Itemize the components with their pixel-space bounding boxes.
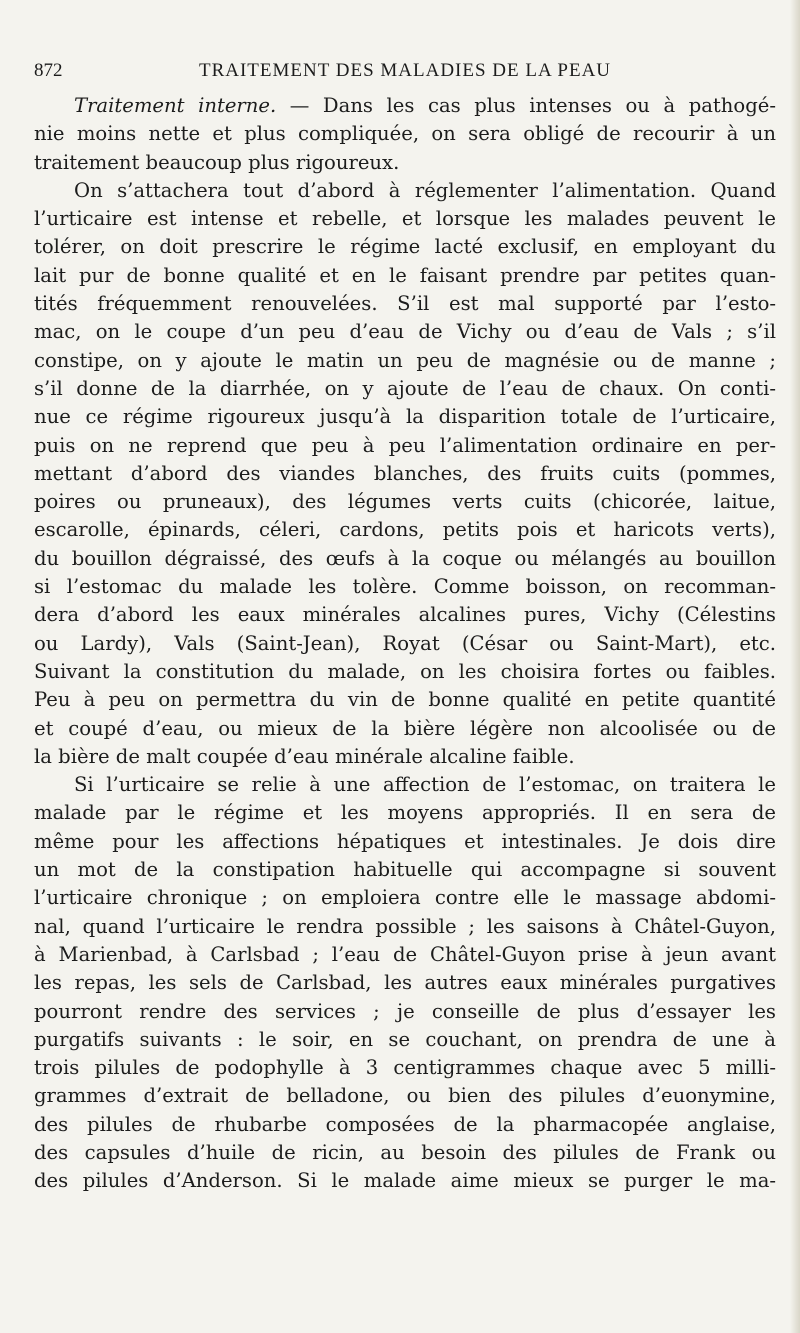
paragraph-line: nue ce régime rigoureux jusqu’à la disparition totale de l’urticaire, bbox=[34, 405, 776, 429]
paragraph-line: nie moins nette et plus compliquée, on sera obligé de recourir à un bbox=[34, 122, 776, 146]
paragraph-line: si l’estomac du malade les tolère. Comme boisson, on recomman- bbox=[34, 575, 776, 599]
paragraph-line: lait pur de bonne qualité et en le faisant prendre par petites quan- bbox=[34, 263, 776, 287]
paragraph-line: pourront rendre des services ; je conseille de plus d’essayer les bbox=[34, 999, 776, 1023]
paragraph-line: même pour les affections hépatiques et intestinales. Je dois dire bbox=[34, 829, 776, 853]
paragraph-line: grammes d’extrait de belladone, ou bien des pilules d’euonymine, bbox=[34, 1084, 776, 1108]
paragraph-line: Traitement interne. — Dans les cas plus intenses ou à pathogé- bbox=[74, 94, 776, 117]
paragraph-line: dera d’abord les eaux minérales alcalines pures, Vichy (Célestins bbox=[34, 603, 776, 627]
paragraph-line: un mot de la constipation habituelle qui accompagne si souvent bbox=[34, 858, 776, 882]
section-heading: Traitement interne. bbox=[74, 94, 277, 117]
page-number: 872 bbox=[34, 60, 63, 81]
paragraph-line: traitement beaucoup plus rigoureux. bbox=[34, 150, 400, 174]
paragraph-line: puis on ne reprend que peu à peu l’alimentation ordinaire en per- bbox=[34, 433, 776, 457]
paragraph-line: du bouillon dégraissé, des œufs à la coque ou mélangés au bouillon bbox=[34, 546, 776, 570]
paragraph-line: l’urticaire est intense et rebelle, et lorsque les malades peuvent le bbox=[34, 207, 776, 231]
paragraph-line: s’il donne de la diarrhée, on y ajoute de l’eau de chaux. On conti- bbox=[34, 376, 776, 400]
paragraph-line: poires ou pruneaux), des légumes verts cuits (chicorée, laitue, bbox=[34, 490, 776, 514]
paragraph-line: Suivant la constitution du malade, on les choisira fortes ou faibles. bbox=[34, 659, 776, 683]
paragraph-line: mettant d’abord des viandes blanches, des fruits cuits (pommes, bbox=[34, 461, 776, 485]
page-header bbox=[34, 60, 776, 90]
paragraph-line: mac, on le coupe d’un peu d’eau de Vichy ou d’eau de Vals ; s’il bbox=[34, 320, 776, 344]
paragraph-line: ou Lardy), Vals (Saint-Jean), Royat (César ou Saint-Mart), etc. bbox=[34, 631, 776, 655]
paragraph-line: trois pilules de podophylle à 3 centigrammes chaque avec 5 milli- bbox=[34, 1056, 776, 1080]
paragraph-line: constipe, on y ajoute le matin un peu de magnésie ou de manne ; bbox=[34, 348, 776, 372]
paragraph-line: On s’attachera tout d’abord à réglementer l’alimentation. Quand bbox=[74, 178, 776, 202]
paragraph-line: tités fréquemment renouvelées. S’il est mal supporté par l’esto- bbox=[34, 292, 776, 316]
running-title: TRAITEMENT DES MALADIES DE LA PEAU bbox=[198, 60, 612, 81]
body-text bbox=[34, 92, 776, 1196]
paragraph-line: malade par le régime et les moyens appropriés. Il en sera de bbox=[34, 801, 776, 825]
paragraph-line: et coupé d’eau, ou mieux de la bière légère non alcoolisée ou de bbox=[34, 716, 776, 740]
paragraph-line: nal, quand l’urticaire le rendra possible ; les saisons à Châtel-Guyon, bbox=[34, 914, 776, 938]
paragraph-line: tolérer, on doit prescrire le régime lacté exclusif, en employant du bbox=[34, 235, 776, 259]
paragraph-line: escarolle, épinards, céleri, cardons, petits pois et haricots verts), bbox=[34, 518, 776, 542]
paragraph-line: des capsules d’huile de ricin, au besoin des pilules de Frank ou bbox=[34, 1140, 776, 1164]
paragraph-line: l’urticaire chronique ; on emploiera contre elle le massage abdomi- bbox=[34, 886, 776, 910]
paragraph-line: la bière de malt coupée d’eau minérale alcaline faible. bbox=[34, 744, 575, 768]
paragraph-line: Peu à peu on permettra du vin de bonne qualité en petite quantité bbox=[34, 688, 776, 712]
paragraph-line: les repas, les sels de Carlsbad, les autres eaux minérales purgatives bbox=[34, 971, 776, 995]
paragraph-line: des pilules d’Anderson. Si le malade aime mieux se purger le ma- bbox=[34, 1169, 776, 1193]
paragraph-line: à Marienbad, à Carlsbad ; l’eau de Châtel-Guyon prise à jeun avant bbox=[34, 942, 776, 966]
paragraph-line: Si l’urticaire se relie à une affection de l’estomac, on traitera le bbox=[74, 773, 776, 797]
page-edge-shadow bbox=[790, 0, 800, 1333]
paragraph-line: purgatifs suivants : le soir, en se couchant, on prendra de une à bbox=[34, 1027, 776, 1051]
paragraph-line: des pilules de rhubarbe composées de la pharmacopée anglaise, bbox=[34, 1112, 776, 1136]
